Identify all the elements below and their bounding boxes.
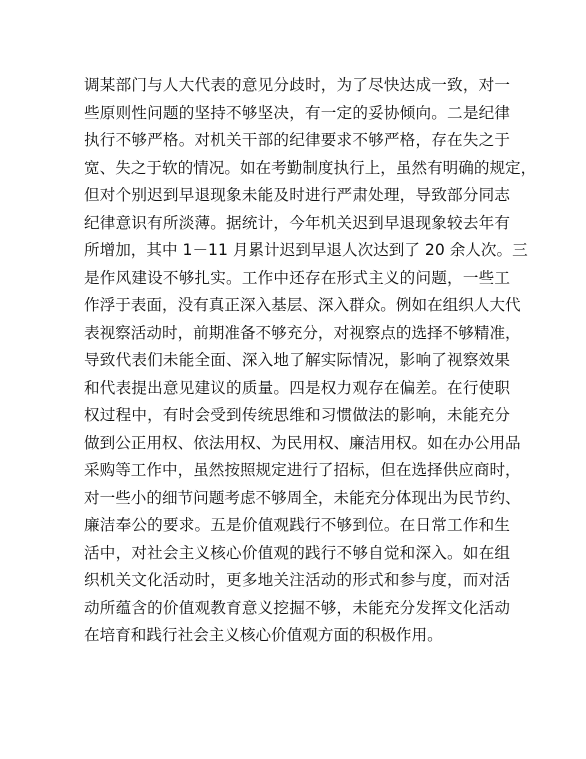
text-line: 活中，对社会主义核心价值观的践行不够自觉和深入。如在组 — [84, 543, 510, 562]
text-line: 宽、失之于软的情况。如在考勤制度执行上，虽然有明确的规定， — [84, 158, 537, 177]
text-line: 权过程中，有时会受到传统思维和习惯做法的影响，未能充分 — [84, 406, 510, 424]
text-line: 织机关文化活动时，更多地关注活动的形式和参与度，而对活 — [84, 571, 510, 589]
text-line: 在培育和践行社会主义核心价值观方面的积极作用。 — [84, 626, 443, 644]
text-line: 作浮于表面，没有真正深入基层、深入群众。例如在组织人大代 — [84, 296, 521, 314]
text-line: 些原则性问题的坚持不够坚决，有一定的妥协倾向。二是纪律 — [84, 103, 510, 122]
text-line: 导致代表们未能全面、深入地了解实际情况，影响了视察效果 — [84, 351, 510, 369]
text-line: 但对个别迟到早退现象未能及时进行严肃处理，导致部分同志 — [84, 186, 510, 204]
text-line: 做到公正用权、依法用权、为民用权、廉洁用权。如在办公用品 — [84, 433, 521, 452]
text-line: 是作风建设不够扎实。工作中还存在形式主义的问题，一些工 — [84, 268, 510, 287]
text-line: 调某部门与人大代表的意见分歧时，为了尽快达成一致，对一 — [84, 76, 510, 94]
text-line: 执行不够严格。对机关干部的纪律要求不够严格，存在失之于 — [84, 131, 510, 149]
text-line: 所增加，其中 1－11 月累计迟到早退人次达到了 20 余人次。三 — [84, 241, 528, 259]
text-line: 采购等工作中，虽然按照规定进行了招标，但在选择供应商时， — [84, 461, 521, 479]
text-line: 廉洁奉公的要求。五是价值观践行不够到位。在日常工作和生 — [84, 516, 510, 534]
text-line: 纪律意识有所淡薄。据统计，今年机关迟到早退现象较去年有 — [84, 213, 510, 232]
body-paragraph — [84, 72, 537, 650]
text-line: 表视察活动时，前期准备不够充分，对视察点的选择不够精准， — [84, 323, 521, 342]
text-line: 对一些小的细节问题考虑不够周全，未能充分体现出为民节约、 — [84, 488, 521, 507]
text-line: 动所蕴含的价值观教育意义挖掘不够，未能充分发挥文化活动 — [84, 598, 510, 617]
text-line: 和代表提出意见建议的质量。四是权力观存在偏差。在行使职 — [84, 378, 510, 397]
